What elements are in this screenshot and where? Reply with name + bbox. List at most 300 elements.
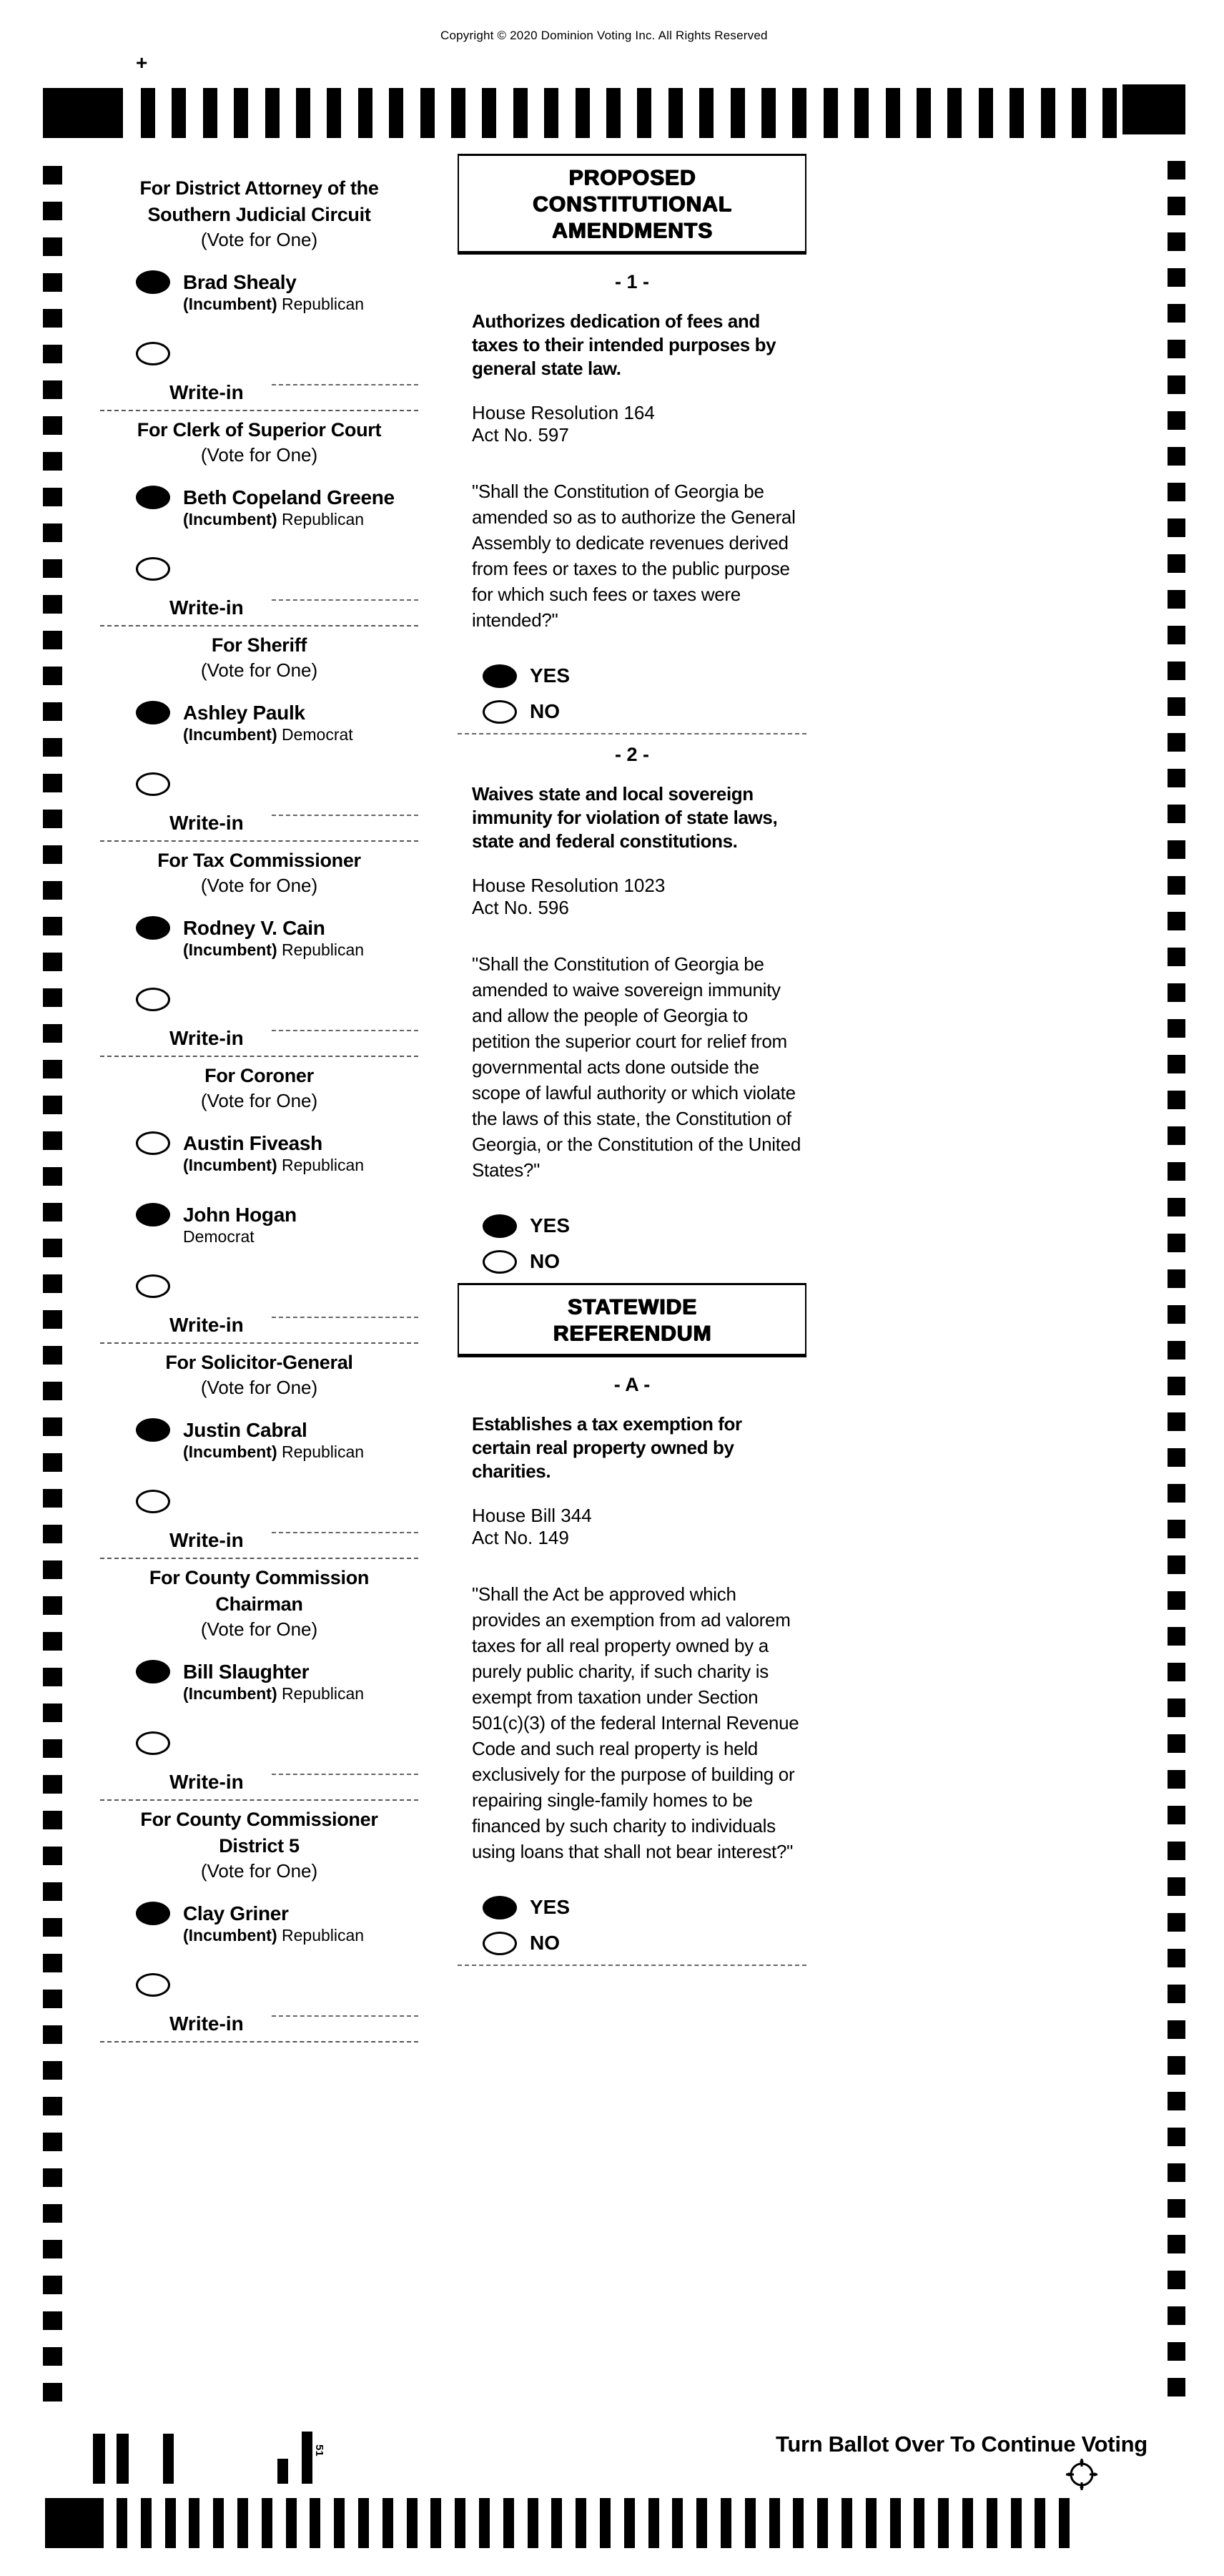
candidate-row <box>100 270 418 315</box>
contest <box>100 417 418 626</box>
timing-mark-bottom <box>962 2498 973 2548</box>
header-line: CONSTITUTIONAL <box>532 192 732 216</box>
measure-question: "Shall the Constitution of Georgia be amended to waive sovereign immunity and allow the people of Georgia to petition the superior court for relief from governmental acts done outside the scope of lawful authority or which violate the laws of this state, the Constitution of Georgia, or the Constitution of the United States?" <box>472 953 801 1181</box>
write-in-label: Write-in <box>100 812 418 842</box>
timing-mark-top <box>203 88 217 138</box>
timing-mark-right <box>1168 1412 1185 1431</box>
contest <box>100 1806 418 2042</box>
timing-mark-left <box>43 2240 62 2258</box>
candidate-oval-filled[interactable] <box>136 1203 170 1226</box>
timing-mark-top <box>917 88 931 138</box>
timing-mark-right <box>1168 1627 1185 1646</box>
timing-mark-right <box>1168 1985 1185 2003</box>
party-name: Republican <box>282 1156 365 1174</box>
timing-mark-bottom <box>165 2498 176 2548</box>
timing-mark-top <box>854 88 869 138</box>
referendum-header <box>458 1283 806 1357</box>
timing-mark-right <box>1168 2056 1185 2075</box>
timing-mark-left <box>43 2061 62 2080</box>
measure-number: - 2 - <box>614 744 649 765</box>
timing-mark-bottom <box>866 2498 877 2548</box>
header-line: REFERENDUM <box>553 1322 711 1345</box>
timing-mark-left <box>43 1489 62 1508</box>
timing-mark-left <box>43 845 62 864</box>
timing-mark-bottom <box>189 2498 199 2548</box>
timing-mark-left <box>43 1811 62 1829</box>
party-name: Republican <box>282 940 365 959</box>
party-name: Republican <box>282 295 365 313</box>
timing-mark-left <box>43 380 62 399</box>
timing-mark-top <box>1072 88 1086 138</box>
incumbent-label: (Incumbent) <box>183 940 277 959</box>
timing-mark-left <box>43 2347 62 2366</box>
contest-header <box>100 1565 418 1641</box>
timing-mark-right <box>1168 1591 1185 1610</box>
timing-mark-right <box>1168 2378 1185 2396</box>
timing-mark-top <box>761 88 776 138</box>
candidate-info <box>183 1203 297 1247</box>
candidate-info <box>183 1418 364 1462</box>
candidate-party <box>183 295 364 314</box>
candidate-oval-filled[interactable] <box>136 486 170 509</box>
timing-mark-top <box>947 88 962 138</box>
timing-mark-bottom <box>503 2498 514 2548</box>
yes-choice-row <box>458 1893 806 1922</box>
timing-mark-left <box>43 2168 62 2187</box>
timing-mark-bottom <box>721 2498 731 2548</box>
timing-mark-right <box>1168 2199 1185 2218</box>
timing-mark-bottom <box>310 2498 320 2548</box>
write-in-oval[interactable] <box>136 1490 170 1513</box>
timing-mark-right <box>1168 375 1185 394</box>
timing-mark-left <box>43 1096 62 1114</box>
timing-mark-left <box>43 1024 62 1043</box>
candidate-row <box>100 1660 418 1704</box>
timing-mark-right <box>1168 733 1185 752</box>
timing-mark-right <box>1168 268 1185 287</box>
timing-mark-right <box>1168 197 1185 215</box>
turn-ballot-over-text: Turn Ballot Over To Continue Voting <box>776 2432 1148 2457</box>
candidate-row <box>100 916 418 960</box>
contest-title-line: For Tax Commissioner <box>157 850 361 871</box>
timing-mark-bottom <box>430 2498 441 2548</box>
timing-mark-bottom <box>213 2498 224 2548</box>
timing-mark-bottom <box>1059 2498 1070 2548</box>
timing-mark-right <box>1168 1734 1185 1753</box>
timing-mark-bottom <box>696 2498 707 2548</box>
timing-mark-left <box>43 1954 62 1972</box>
vote-for-instruction: (Vote for One) <box>200 229 318 250</box>
write-in-row <box>100 1274 418 1298</box>
header-line: AMENDMENTS <box>551 219 713 242</box>
timing-mark-left <box>43 488 62 506</box>
timing-mark-right <box>1168 2092 1185 2110</box>
contest-title-line: For County Commission <box>149 1567 370 1588</box>
contest-header <box>100 1806 418 1883</box>
contest <box>100 1565 418 1801</box>
timing-mark-right <box>1168 1555 1185 1574</box>
write-in-oval[interactable] <box>136 342 170 365</box>
timing-mark-bottom <box>842 2498 852 2548</box>
timing-mark-right <box>1168 2128 1185 2146</box>
candidate-name: John Hogan <box>183 1204 297 1226</box>
timing-mark-left <box>43 2276 62 2294</box>
timing-mark-left <box>43 345 62 363</box>
candidate-row <box>100 701 418 745</box>
timing-mark-right <box>1168 697 1185 716</box>
timing-mark-right <box>1168 626 1185 644</box>
copyright-text: Copyright © 2020 Dominion Voting Inc. All Rights Reserved <box>440 29 768 42</box>
timing-mark-top <box>886 88 900 138</box>
contest-header <box>100 1350 418 1400</box>
timing-mark-right <box>1168 1126 1185 1145</box>
ballot-id-bar <box>163 2434 174 2484</box>
no-label: NO <box>530 1250 560 1272</box>
timing-mark-right <box>1168 1520 1185 1538</box>
candidate-oval[interactable] <box>136 1131 170 1155</box>
incumbent-label: (Incumbent) <box>183 1442 277 1461</box>
vote-for-instruction: (Vote for One) <box>200 1860 318 1882</box>
timing-mark-right <box>1168 232 1185 251</box>
candidate-name: Clay Griner <box>183 1902 289 1924</box>
contest-title-line: Chairman <box>215 1593 303 1615</box>
timing-mark-left <box>43 702 62 721</box>
reference-line: Act No. 596 <box>472 897 569 918</box>
timing-mark-left <box>43 523 62 542</box>
timing-mark-right <box>1168 2163 1185 2182</box>
timing-block-top-right <box>1122 84 1185 134</box>
candidate-party <box>183 1156 364 1175</box>
measure-summary: Authorizes dedication of fees and taxes to their intended purposes by general state law. <box>472 310 776 379</box>
contest-title-line: Southern Judicial Circuit <box>147 204 371 225</box>
timing-mark-top <box>1041 88 1055 138</box>
measure-summary: Establishes a tax exemption for certain real property owned by charities. <box>472 1413 742 1482</box>
timing-mark-right <box>1168 840 1185 859</box>
vote-for-instruction: (Vote for One) <box>200 1377 318 1398</box>
timing-mark-left <box>43 1882 62 1901</box>
timing-mark-right <box>1168 769 1185 787</box>
candidate-oval-filled[interactable] <box>136 1660 170 1683</box>
timing-mark-right <box>1168 483 1185 501</box>
no-oval[interactable] <box>483 1932 517 1955</box>
timing-mark-bottom <box>407 2498 418 2548</box>
candidate-info <box>183 486 395 529</box>
incumbent-label: (Incumbent) <box>183 725 277 744</box>
write-in-oval[interactable] <box>136 988 170 1011</box>
reference-line: House Resolution 164 <box>472 402 655 423</box>
write-in-label: Write-in <box>100 1529 418 1559</box>
yes-oval-filled[interactable] <box>483 664 517 688</box>
timing-mark-right <box>1168 1341 1185 1360</box>
timing-mark-bottom <box>745 2498 756 2548</box>
write-in-row <box>100 1731 418 1755</box>
party-name: Republican <box>282 1926 365 1945</box>
timing-mark-left <box>43 953 62 971</box>
timing-mark-top <box>699 88 714 138</box>
timing-mark-right <box>1168 1877 1185 1896</box>
timing-mark-left <box>43 1668 62 1686</box>
timing-mark-left <box>43 2383 62 2402</box>
measure-references <box>458 875 806 919</box>
timing-mark-left <box>43 1918 62 1937</box>
timing-mark-top <box>979 88 993 138</box>
ballot-id-bar <box>277 2459 288 2484</box>
no-oval[interactable] <box>483 1250 517 1274</box>
timing-mark-left <box>43 416 62 435</box>
candidate-party <box>183 1442 364 1462</box>
timing-mark-left <box>43 2311 62 2330</box>
write-in-row <box>100 772 418 796</box>
timing-mark-top <box>234 88 248 138</box>
vote-for-instruction: (Vote for One) <box>200 659 318 681</box>
measure-question: "Shall the Constitution of Georgia be amended so as to authorize the General Assembly to dedicate revenues derived from fees or taxes to the public purpose for which such fees or taxes were intended?" <box>472 481 796 631</box>
contests-column <box>100 175 418 2048</box>
timing-mark-bottom <box>817 2498 828 2548</box>
reference-line: Act No. 149 <box>472 1527 569 1548</box>
timing-mark-left <box>43 1310 62 1329</box>
candidate-name: Austin Fiveash <box>183 1132 322 1154</box>
candidate-oval-filled[interactable] <box>136 1902 170 1925</box>
candidate-oval-filled[interactable] <box>136 701 170 724</box>
timing-mark-bottom <box>600 2498 611 2548</box>
candidate-party <box>183 510 395 529</box>
timing-mark-left <box>43 881 62 900</box>
no-choice-row <box>458 1247 806 1276</box>
timing-mark-top <box>1010 88 1024 138</box>
candidate-name: Bill Slaughter <box>183 1661 310 1683</box>
candidate-oval-filled[interactable] <box>136 916 170 940</box>
timing-mark-top <box>420 88 435 138</box>
candidate-name: Ashley Paulk <box>183 702 305 724</box>
timing-mark-right <box>1168 2271 1185 2289</box>
header-line: PROPOSED <box>568 166 696 190</box>
write-in-oval[interactable] <box>136 1973 170 1997</box>
contest-header <box>100 417 418 467</box>
party-name: Democrat <box>282 725 353 744</box>
timing-mark-left <box>43 774 62 792</box>
timing-mark-top <box>141 88 155 138</box>
timing-mark-left <box>43 309 62 328</box>
candidate-party <box>183 1227 297 1247</box>
timing-mark-left <box>43 1525 62 1543</box>
timing-mark-left <box>43 1274 62 1293</box>
vote-for-instruction: (Vote for One) <box>200 1090 318 1111</box>
reference-line: House Resolution 1023 <box>472 875 666 896</box>
timing-mark-top <box>731 88 745 138</box>
timing-mark-bottom <box>455 2498 465 2548</box>
candidate-row <box>100 1131 418 1176</box>
yes-oval-filled[interactable] <box>483 1214 517 1238</box>
timing-block-bottom-left <box>45 2498 104 2548</box>
timing-mark-left <box>43 1632 62 1651</box>
timing-mark-left <box>43 917 62 935</box>
measure-references <box>458 402 806 446</box>
timing-mark-left <box>43 1131 62 1150</box>
measures-column <box>458 154 806 1975</box>
write-in-label: Write-in <box>100 2012 418 2042</box>
contest-header <box>100 175 418 252</box>
measure-question: "Shall the Act be approved which provides an exemption from ad valorem taxes for all real property owned by a purely public charity, if such charity is exempt from taxation under Section 501(c)(3) of the federal Internal Revenue Code and such real property is held exclusively for the purpose of building or repairing single-family homes to be financed by such charity to individuals using loans that shall not bear interest?" <box>472 1583 799 1862</box>
contest-header <box>100 632 418 682</box>
timing-mark-bottom <box>479 2498 490 2548</box>
timing-mark-bottom <box>237 2498 248 2548</box>
candidate-row <box>100 1418 418 1462</box>
write-in-row <box>100 342 418 365</box>
timing-mark-right <box>1168 1842 1185 1860</box>
reference-line: Act No. 597 <box>472 424 569 446</box>
candidate-party <box>183 1684 364 1704</box>
timing-mark-bottom <box>117 2498 127 2548</box>
contest-title-line: For Sheriff <box>211 634 307 656</box>
timing-mark-top <box>1102 88 1117 138</box>
timing-mark-right <box>1168 1055 1185 1073</box>
timing-mark-right <box>1168 1377 1185 1395</box>
timing-mark-left <box>43 166 62 185</box>
timing-mark-top <box>824 88 838 138</box>
incumbent-label: (Incumbent) <box>183 1156 277 1174</box>
timing-mark-right <box>1168 2306 1185 2325</box>
timing-mark-left <box>43 1990 62 2008</box>
timing-mark-bottom <box>938 2498 949 2548</box>
stub-number: 51 <box>313 2444 325 2457</box>
write-in-oval[interactable] <box>136 1274 170 1298</box>
timing-mark-right <box>1168 1162 1185 1181</box>
write-in-label: Write-in <box>100 381 418 411</box>
timing-mark-left <box>43 1346 62 1365</box>
timing-mark-top <box>451 88 465 138</box>
timing-mark-bottom <box>262 2498 272 2548</box>
timing-mark-left <box>43 667 62 685</box>
contest-header <box>100 1063 418 1113</box>
contest-title-line: For Solicitor-General <box>165 1352 353 1373</box>
contest-title-line: For County Commissioner <box>140 1809 378 1830</box>
no-oval[interactable] <box>483 700 517 724</box>
timing-mark-top <box>172 88 186 138</box>
write-in-row <box>100 1490 418 1513</box>
vote-for-instruction: (Vote for One) <box>200 875 318 896</box>
yes-label: YES <box>530 1214 571 1237</box>
timing-mark-bottom <box>769 2498 780 2548</box>
timing-mark-right <box>1168 1699 1185 1717</box>
reference-line: House Bill 344 <box>472 1505 592 1526</box>
write-in-label: Write-in <box>100 1027 418 1057</box>
yes-label: YES <box>530 1896 571 1918</box>
timing-mark-left <box>43 1739 62 1758</box>
candidate-party <box>183 725 353 744</box>
timing-mark-left <box>43 631 62 649</box>
timing-mark-top <box>637 88 651 138</box>
timing-mark-left <box>43 1203 62 1221</box>
timing-mark-bottom <box>358 2498 369 2548</box>
ballot-id-bar <box>117 2434 129 2484</box>
timing-mark-right <box>1168 1770 1185 1789</box>
timing-mark-top <box>327 88 341 138</box>
candidate-row <box>100 486 418 530</box>
contest <box>100 632 418 842</box>
incumbent-label: (Incumbent) <box>183 1926 277 1945</box>
timing-mark-top <box>513 88 528 138</box>
yes-oval-filled[interactable] <box>483 1896 517 1919</box>
yes-choice-row <box>458 1211 806 1240</box>
write-in-row <box>100 557 418 581</box>
candidate-name: Justin Cabral <box>183 1419 307 1441</box>
yes-label: YES <box>530 664 571 687</box>
contest-title-line: For Coroner <box>204 1065 314 1086</box>
registration-target-icon <box>1063 2456 1100 2493</box>
timing-mark-left <box>43 595 62 614</box>
candidate-oval-filled[interactable] <box>136 1418 170 1442</box>
timing-mark-right <box>1168 2235 1185 2253</box>
registration-plus-mark: + <box>136 51 148 74</box>
write-in-row <box>100 988 418 1011</box>
timing-mark-left <box>43 452 62 471</box>
candidate-row <box>100 1203 418 1247</box>
timing-mark-right <box>1168 554 1185 573</box>
timing-mark-bottom <box>1035 2498 1045 2548</box>
write-in-oval[interactable] <box>136 1731 170 1755</box>
timing-mark-bottom <box>382 2498 393 2548</box>
contest <box>100 175 418 411</box>
write-in-row <box>100 1973 418 1997</box>
timing-mark-right <box>1168 1663 1185 1681</box>
measure-number: - 1 - <box>614 271 649 292</box>
timing-mark-right <box>1168 876 1185 895</box>
timing-mark-left <box>43 559 62 578</box>
timing-mark-right <box>1168 340 1185 358</box>
write-in-oval[interactable] <box>136 772 170 796</box>
timing-mark-right <box>1168 1234 1185 1252</box>
timing-mark-right <box>1168 1019 1185 1038</box>
timing-mark-right <box>1168 1949 1185 1967</box>
contest <box>100 1350 418 1559</box>
timing-mark-bottom <box>914 2498 924 2548</box>
contest-header <box>100 847 418 898</box>
timing-mark-right <box>1168 1269 1185 1288</box>
timing-mark-bottom <box>890 2498 901 2548</box>
write-in-label: Write-in <box>100 1771 418 1801</box>
header-line: STATEWIDE <box>567 1295 697 1319</box>
party-name: Democrat <box>183 1227 255 1246</box>
timing-mark-bottom <box>286 2498 297 2548</box>
candidate-row <box>100 1902 418 1946</box>
candidate-oval-filled[interactable] <box>136 270 170 294</box>
candidate-name: Brad Shealy <box>183 271 297 293</box>
section-divider <box>458 733 806 734</box>
timing-mark-right <box>1168 1305 1185 1324</box>
contest <box>100 1063 418 1344</box>
timing-mark-left <box>43 2204 62 2223</box>
timing-mark-bottom <box>576 2498 586 2548</box>
write-in-oval[interactable] <box>136 557 170 581</box>
timing-mark-left <box>43 1560 62 1579</box>
timing-mark-right <box>1168 1448 1185 1467</box>
timing-mark-top <box>792 88 806 138</box>
timing-mark-left <box>43 1239 62 1257</box>
candidate-info <box>183 1660 364 1704</box>
candidate-info <box>183 701 353 744</box>
timing-mark-right <box>1168 1198 1185 1216</box>
candidate-name: Beth Copeland Greene <box>183 486 395 508</box>
timing-mark-right <box>1168 912 1185 930</box>
timing-mark-left <box>43 1775 62 1794</box>
timing-mark-left <box>43 273 62 292</box>
candidate-party <box>183 1926 364 1945</box>
timing-block-top-left <box>43 88 123 138</box>
measure-references <box>458 1505 806 1549</box>
party-name: Republican <box>282 1684 365 1703</box>
timing-mark-bottom <box>793 2498 804 2548</box>
timing-mark-left <box>43 1382 62 1400</box>
